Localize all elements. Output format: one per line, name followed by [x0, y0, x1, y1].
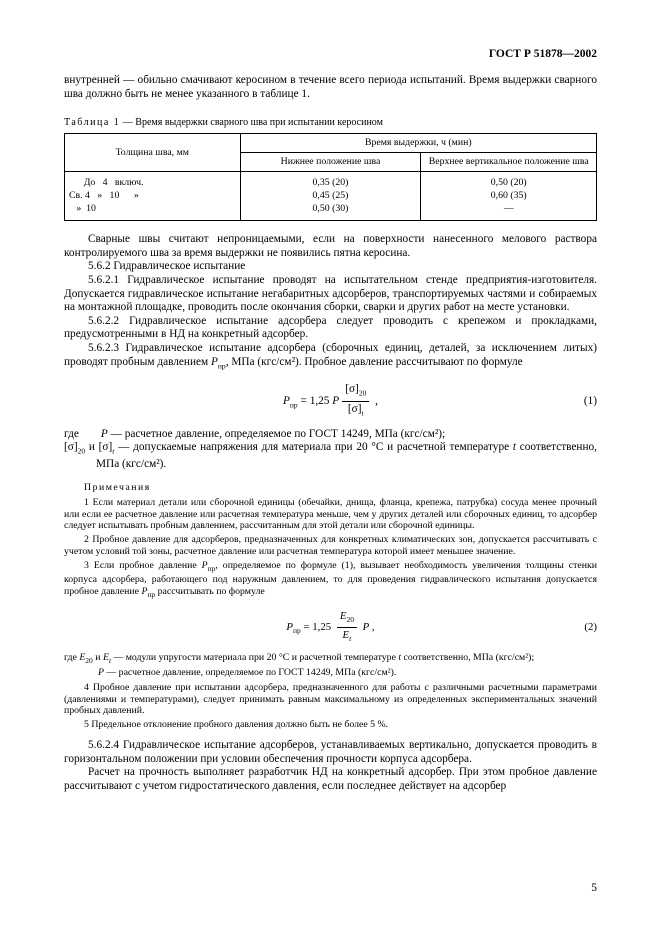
paragraph-5624: 5.6.2.4 Гидравлическое испытание адсорберов, устанавливаемых вертикально, допускается проводить в горизонтальном положении при условии обеспечения прочности корпуса адсорбера. [64, 739, 597, 765]
table-caption [64, 117, 597, 128]
formula-operator: = 1,25 [297, 394, 333, 407]
formula-operator: = 1,25 [300, 621, 334, 634]
section-heading-562: 5.6.2 Гидравлическое испытание [88, 260, 246, 273]
subscript: 20 [77, 446, 86, 456]
formula-symbol: Р [283, 394, 290, 407]
pressure-symbol-subscript: пр [217, 360, 226, 370]
notes-section [64, 482, 597, 731]
column-header-group: Время выдержки, ч (мин) [240, 134, 596, 153]
subscript: пр [292, 626, 301, 636]
formula-2-number: (2) [584, 620, 597, 633]
note-5: 5 Предельное отклонение пробного давления должно быть не более 5 %. [84, 719, 389, 731]
legend-text: — расчетное давление, определяемое по ГОСТ 14249, МПа (кгс/см²); [107, 427, 446, 440]
legend-symbol: Е [79, 652, 86, 664]
formula-symbol: Е [342, 629, 350, 642]
text-run: 5.6.2.3 Гидравлическое испытание адсорбера (сборочных единиц, деталей, за исключением литых) проводят пробным давлением [64, 341, 597, 368]
legend-symbol: Е [102, 652, 109, 664]
subscript: 20 [85, 656, 93, 666]
fraction [342, 383, 369, 419]
legend-text: — расчетное давление, определяемое по ГОСТ 14249, МПа (кгс/см²). [103, 667, 397, 679]
legend-lead: где [64, 652, 80, 664]
lower-position-cell [240, 172, 421, 221]
column-header-lower-position: Нижнее положение шва [240, 153, 421, 172]
formula-factor: Р [359, 621, 370, 634]
lower-position-value: 0,45 (25) [312, 190, 349, 202]
legend-term-1 [64, 428, 597, 442]
text-run: 3 Если пробное давление [84, 559, 202, 571]
text-run: рассчитывать по формуле [155, 586, 265, 598]
subscript: 20 [346, 615, 354, 625]
formula-1 [64, 383, 597, 419]
table-caption-text: — Время выдержки сварного шва при испытании керосином [120, 117, 383, 129]
notes-label: Примечания [84, 481, 151, 493]
legend-symbol: [σ] [98, 441, 113, 454]
column-header-thickness: Толщина шва, мм [65, 134, 241, 172]
legend-variable: t [512, 441, 516, 454]
column-header-upper-position: Верхнее вертикальное положение шва [421, 153, 597, 172]
page-number: 5 [591, 882, 597, 894]
formula-1-legend [64, 428, 597, 472]
upper-position-value: 0,60 (35) [490, 190, 527, 202]
table-body-row [65, 172, 597, 221]
legend-text: соответственно, МПа (кгс/см²). [96, 441, 597, 471]
formula-punctuation: , [369, 621, 375, 634]
holding-time-table [64, 133, 597, 221]
formula-1-body [283, 383, 378, 417]
pressure-symbol: Р [141, 586, 148, 598]
fraction-numerator [342, 383, 369, 401]
legend-symbol: [σ] [64, 441, 78, 454]
note-1: 1 Если материал детали или сборочной единицы (обечайки, днища, фланца, крепежа, патрубка) сосуда менее прочный или если ее расчетное давление или расчетная температура меньше, чем у других деталей или сборочных единиц, то адсорбер следует испытывать пробным давлением, рассчитанным для этой детали или сборочной единицы. [64, 496, 597, 532]
thickness-value: Св. 4 » 10 » [69, 190, 139, 202]
formula-symbol: [σ] [345, 383, 359, 396]
paragraph-continuation: внутренней — обильно смачивают керосином в течение всего периода испытаний. Время выдержки сварного шва должно быть не менее указанного в таблице 1. [64, 74, 597, 100]
legend-text: и [85, 441, 99, 454]
upper-position-value: 0,50 (20) [490, 177, 527, 189]
pressure-symbol: Р [211, 355, 218, 368]
upper-position-value: — [503, 203, 514, 215]
upper-position-cell [421, 172, 597, 221]
legend-term-1 [64, 652, 597, 667]
lower-position-value: 0,35 (20) [312, 177, 349, 189]
table-header-row-1 [65, 134, 597, 153]
formula-symbol: Р [286, 621, 293, 634]
fraction [337, 610, 357, 645]
paragraph-5623 [64, 342, 597, 372]
text-run: , МПа (кгс/см²). Пробное давление рассчитывают по формуле [225, 355, 523, 368]
legend-variable: t [398, 652, 402, 664]
subscript: t [349, 634, 352, 644]
fraction-denominator [342, 402, 369, 419]
formula-factor: Р [332, 394, 340, 407]
legend-symbol: Р [100, 427, 108, 440]
formula-symbol: Е [339, 609, 347, 622]
note-4: 4 Пробное давление при испытании адсорбера, предназначенного для работы с различными расчетными параметрами (давлениями и температурами), следует принимать равным максимальному из определенных экспериментальных значений пробных давлений. [64, 681, 597, 717]
subscript: пр [147, 590, 156, 600]
formula-2-legend [64, 652, 597, 679]
text-run: , определяемое по формуле (1), вызывает необходимость увеличения толщины стенки корпуса адсорбера, работающего под наружным давлением, то для проведения гидравлического испытания допускается пробное давление [64, 559, 597, 598]
subscript: 20 [358, 388, 367, 398]
legend-text: — модули упругости материала при 20 °С и расчетной температуре [111, 652, 399, 664]
subscript: пр [289, 399, 298, 409]
formula-symbol: [σ] [347, 402, 362, 415]
fraction-numerator [337, 610, 357, 628]
formula-punctuation: , [372, 394, 378, 407]
subscript: t [108, 656, 112, 666]
doc-number: ГОСТ Р 51878—2002 [488, 48, 597, 60]
legend-text: и [92, 652, 103, 664]
note-3 [64, 560, 597, 601]
paragraph-impermeability: Сварные швы считают непроницаемыми, если на поверхности нанесенного мелового раствора контролируемого шва за время выдержки не появились пятна керосина. [64, 233, 597, 259]
pressure-symbol: Р [201, 559, 208, 571]
legend-lead: где [64, 427, 79, 440]
subscript: t [361, 407, 364, 417]
lower-position-value: 0,50 (30) [312, 203, 349, 215]
formula-2 [64, 610, 597, 645]
paragraph-5621: 5.6.2.1 Гидравлическое испытание проводят на испытательном стенде предприятия-изготовителя. Допускается гидравлическое испытание негабаритных адсорберов, транспортируемых частями и собираемых на монтажной площадке, проводить после окончания сборки, сварки и других работ на месте установки. [64, 273, 597, 314]
paragraph-5622: 5.6.2.2 Гидравлическое испытание адсорбера следует проводить с крепежом и прокладками, предусмотренными в НД на конкретный адсорбер. [64, 314, 597, 341]
legend-symbol: Р [98, 667, 104, 679]
legend-term-2 [64, 667, 597, 679]
subscript: t [112, 446, 115, 456]
legend-term-2 [64, 441, 597, 471]
table-caption-label: Таблица 1 [64, 117, 121, 129]
legend-text: соответственно, МПа (кгс/см²); [401, 652, 535, 664]
note-2: 2 Пробное давление для адсорберов, предназначенных для конкретных климатических зон, допускается рассчитывать с учетом условий той зоны, расчетное давление или расчетная температура которой имеет меньшее значение. [64, 534, 597, 557]
formula-2-body [286, 609, 375, 644]
legend-text: — допускаемые напряжения для материала при 20 °С и расчетной температуре [114, 441, 513, 454]
paragraph-strength-calc: Расчет на прочность выполняет разработчик НД на конкретный адсорбер. При этом пробное давление рассчитывают с учетом гидростатического давления, если последнее действует на адсорбер [64, 766, 597, 792]
thickness-value: До 4 включ. [69, 177, 144, 189]
formula-1-number: (1) [583, 395, 597, 408]
thickness-cell [65, 172, 241, 221]
subscript: пр [207, 563, 216, 573]
fraction-denominator [337, 628, 357, 645]
thickness-value: » 10 [69, 203, 96, 215]
